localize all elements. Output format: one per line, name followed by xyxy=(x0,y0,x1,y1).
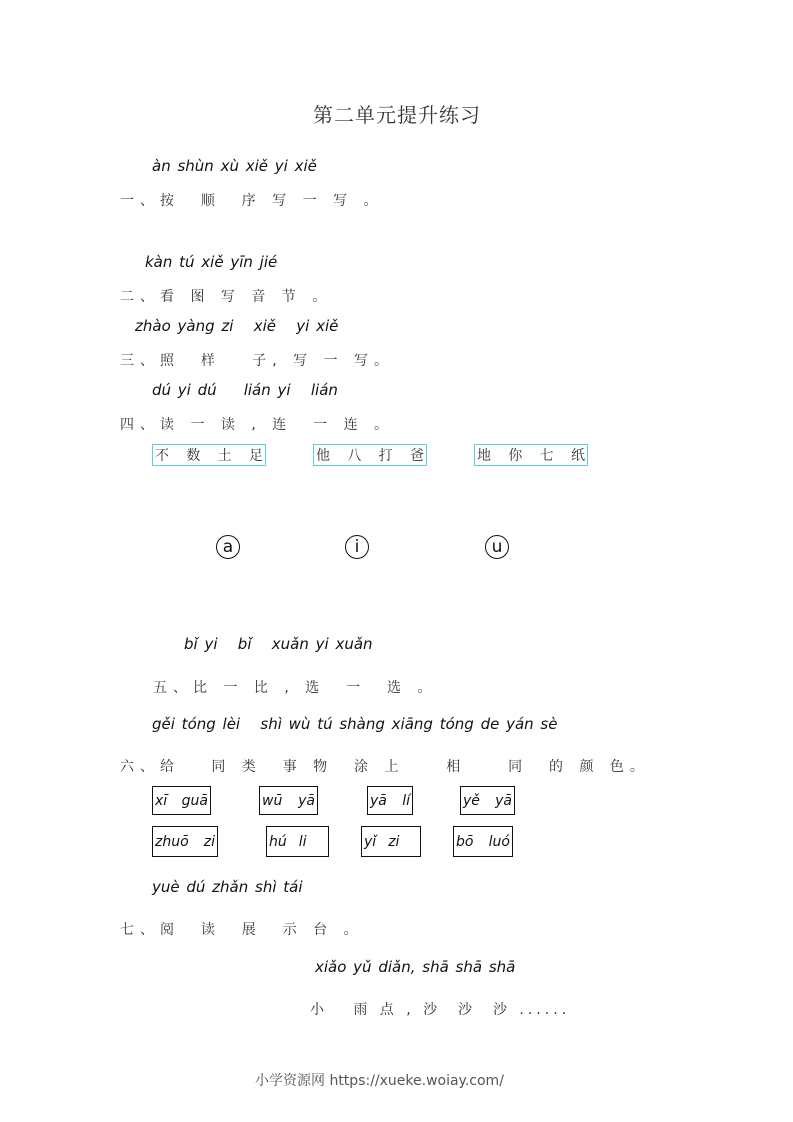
word-box: yā lí xyxy=(367,786,413,815)
section-1-pinyin: àn shùn xù xiě yi xiě xyxy=(152,157,317,175)
char-group-box xyxy=(313,444,427,466)
reading-pinyin: xiǎo yǔ diǎn, shā shā shā xyxy=(315,958,516,976)
char: 你 xyxy=(508,448,523,464)
page-title: 第二单元提升练习 xyxy=(313,103,481,127)
section-6-heading: 六、给 同 类 事 物 涂 上 相 同 的 颜 色。 xyxy=(120,759,650,775)
reading-text: 小 雨 点 , 沙 沙 沙 ...... xyxy=(310,1002,571,1018)
section-5-pinyin: bǐ yi bǐ xuǎn yi xuǎn xyxy=(184,635,373,653)
section-6-pinyin: gěi tóng lèi shì wù tú shàng xiāng tóng de yán sè xyxy=(152,715,558,733)
section-5-heading: 五、比 一 比 , 选 一 选 。 xyxy=(153,680,438,696)
char: 土 xyxy=(217,448,232,464)
vowel-circle-i: i xyxy=(345,535,369,559)
footer-watermark: 小学资源网 https://xueke.woiay.com/ xyxy=(255,1073,504,1089)
section-4-heading: 四、读 一 读 , 连 一 连 。 xyxy=(120,417,395,433)
char-group-box xyxy=(152,444,266,466)
section-3-pinyin: zhào yàng zi xiě yi xiě xyxy=(135,317,339,335)
word-box: zhuō zi xyxy=(152,826,218,857)
char: 打 xyxy=(378,448,393,464)
char: 纸 xyxy=(570,448,585,464)
char: 数 xyxy=(186,448,201,464)
section-4-pinyin: dú yi dú lián yi lián xyxy=(152,381,338,399)
word-box: xī guā xyxy=(152,786,211,815)
char: 足 xyxy=(248,448,263,464)
section-2-pinyin: kàn tú xiě yīn jié xyxy=(145,253,278,271)
section-7-pinyin: yuè dú zhǎn shì tái xyxy=(152,878,303,896)
vowel-circle-u: u xyxy=(485,535,509,559)
section-3-heading: 三、照 样 子, 写 一 写。 xyxy=(120,353,395,369)
section-1-heading: 一、按 顺 序 写 一 写 。 xyxy=(120,193,384,209)
word-box: wū yā xyxy=(259,786,318,815)
char: 七 xyxy=(539,448,554,464)
section-2-heading: 二、看 图 写 音 节 。 xyxy=(120,289,333,305)
char: 爸 xyxy=(409,448,424,464)
char: 不 xyxy=(155,448,169,464)
vowel-circle-a: a xyxy=(216,535,240,559)
char: 八 xyxy=(347,448,362,464)
word-box: yǐ zi xyxy=(361,826,421,857)
word-box: yě yā xyxy=(460,786,515,815)
word-box: bō luó xyxy=(453,826,513,857)
char: 他 xyxy=(316,448,330,464)
char: 地 xyxy=(477,448,491,464)
word-box: hú li xyxy=(266,826,329,857)
section-7-heading: 七、阅 读 展 示 台 。 xyxy=(120,922,364,938)
char-group-box xyxy=(474,444,588,466)
